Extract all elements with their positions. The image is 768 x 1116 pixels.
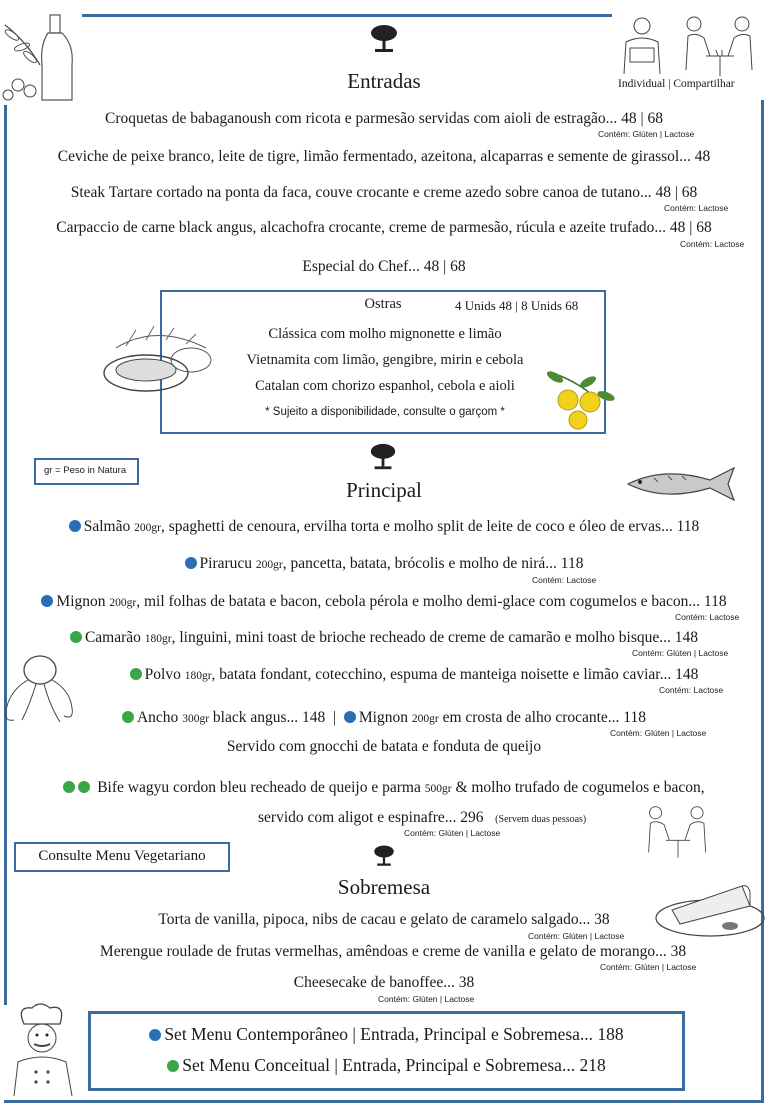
weight-legend-text: gr = Peso in Natura — [44, 465, 127, 476]
sobremesa-item-2: Merengue roulade de frutas vermelhas, amêndoas e creme de vanilla e gelato de morango... 38 — [99, 943, 687, 960]
lemons-illustration — [540, 362, 620, 434]
sobremesa-item-2-allergens: Contém: Glúten | Lactose — [600, 962, 697, 972]
dish-description: servido com aligot e espinafre... 296 — [258, 809, 484, 826]
set-menu-box — [88, 1011, 685, 1091]
principal-item-3-allergens: Contém: Lactose — [675, 612, 740, 622]
dish-weight: 200gr — [411, 713, 439, 725]
size-label: Individual | Compartilhar — [618, 78, 735, 90]
dish-weight: 200gr — [134, 522, 161, 534]
dish-name: Bife wagyu cordon bleu recheado de queijo e parma — [97, 779, 421, 796]
dish-weight: 180gr — [184, 670, 212, 682]
dish-name: Pirarucu — [199, 555, 253, 572]
principal-item-4 — [0, 629, 768, 647]
oyster-illustration — [96, 318, 218, 398]
dish-description: , pancetta, batata, brócolis e molho de nirá... 118 — [282, 555, 584, 572]
dish-name: Ancho — [136, 709, 179, 726]
entrada-item-2: Ceviche de peixe branco, leite de tigre, limão fermentado, azeitona, alcaparras e semente de girassol... 48 — [57, 148, 711, 165]
principal-item-2 — [0, 555, 768, 573]
entrada-item-4-allergens: Contém: Lactose — [680, 239, 745, 249]
dish-description: , mil folhas de batata e bacon, cebola pérola e molho demi-glace com cogumelos e bacon... 118 — [136, 593, 727, 610]
pie-slice-illustration — [652, 880, 766, 938]
set-menu-item-2 — [88, 1055, 685, 1076]
principal-item-5-allergens: Contém: Lactose — [659, 685, 724, 695]
sobremesa-item-3: Cheesecake de banoffee... 38 — [293, 974, 475, 991]
chef-illustration — [6, 1000, 80, 1098]
entrada-item-5: Especial do Chef... 48 | 68 — [302, 258, 466, 275]
frame-top-line — [82, 14, 612, 17]
sobremesa-item-1-allergens: Contém: Glúten | Lactose — [528, 931, 625, 941]
dish-description: , spaghetti de cenoura, ervilha torta e molho split de leite de coco e óleo de ervas... 118 — [160, 518, 700, 535]
diners-illustration — [640, 800, 716, 860]
principal-combo — [60, 709, 708, 727]
tree-logo-icon — [368, 22, 400, 56]
principal-item-4-allergens: Contém: Glúten | Lactose — [632, 648, 729, 658]
entrada-item-1: Croquetas de babaganoush com ricota e parmesão servidas com aioli de estragão... 48 | 68 — [105, 110, 663, 127]
tree-logo-icon — [372, 843, 396, 869]
green-dot-icon — [130, 668, 142, 680]
set-menu-text: Set Menu Contemporâneo | Entrada, Principal e Sobremesa... 188 — [164, 1024, 624, 1044]
green-dot-icon — [78, 781, 90, 793]
entrada-item-3: Steak Tartare cortado na ponta da faca, couve crocante e creme azedo sobre canoa de tutano... 48 | 68 — [70, 184, 698, 201]
dish-description: , batata fondant, cotecchino, espuma de manteiga noisette e limão caviar... 148 — [211, 666, 699, 683]
blue-dot-icon — [69, 520, 81, 532]
entrada-item-1-allergens: Contém: Glúten | Lactose — [598, 129, 695, 139]
dish-name: Mignon — [56, 593, 106, 610]
wagyu-line-1 — [0, 779, 768, 797]
set-menu-item-1 — [88, 1024, 685, 1045]
blue-dot-icon — [344, 711, 356, 723]
principal-combo-side: Servido com gnocchi de batata e fonduta de queijo — [226, 738, 542, 755]
diners-illustration — [676, 10, 764, 78]
sobremesa-item-1: Torta de vanilla, pipoca, nibs de cacau e gelato de caramelo salgado... 38 — [158, 911, 610, 928]
dish-name: Polvo — [144, 666, 181, 683]
dish-weight: 200gr — [255, 559, 283, 571]
dish-weight: 500gr — [424, 783, 452, 795]
wagyu-allergens: Contém: Glúten | Lactose — [404, 828, 501, 838]
set-menu-text: Set Menu Conceitual | Entrada, Principal e Sobremesa... 218 — [182, 1055, 606, 1075]
entrada-item-4: Carpaccio de carne black angus, alcachofra crocante, creme de parmesão, rúcula e azeite trufado... 48 | 68 — [56, 219, 712, 236]
ostras-item-3: Catalan com chorizo espanhol, cebola e aioli — [255, 378, 515, 394]
ostras-note: * Sujeito a disponibilidade, consulte o garçom * — [265, 406, 505, 418]
principal-item-5 — [60, 666, 768, 684]
entradas-title: Entradas — [347, 69, 421, 93]
blue-dot-icon — [149, 1029, 161, 1041]
green-dot-icon — [70, 631, 82, 643]
green-dot-icon — [167, 1060, 179, 1072]
entrada-item-3-allergens: Contém: Lactose — [664, 203, 729, 213]
wagyu-line-2 — [258, 809, 638, 827]
green-dot-icon — [63, 781, 75, 793]
dish-name: Camarão — [84, 629, 141, 646]
waiter-illustration — [612, 14, 672, 76]
green-dot-icon — [122, 711, 134, 723]
dish-weight: 200gr — [109, 597, 137, 609]
serves-note: (Servem duas pessoas) — [495, 814, 587, 825]
tree-logo-icon — [368, 441, 398, 473]
blue-dot-icon — [41, 595, 53, 607]
sobremesa-title: Sobremesa — [337, 875, 431, 899]
ostras-item-1: Clássica com molho mignonette e limão — [268, 326, 502, 342]
principal-item-2-allergens: Contém: Lactose — [532, 575, 597, 585]
dish-description: black angus... 148 — [209, 709, 326, 726]
dish-weight: 300gr — [182, 713, 210, 725]
ostras-item-2: Vietnamita com limão, gengibre, mirin e cebola — [246, 352, 524, 368]
sobremesa-item-3-allergens: Contém: Glúten | Lactose — [378, 994, 475, 1004]
dish-description: , linguini, mini toast de brioche recheado de creme de camarão e molho bisque... 148 — [171, 629, 699, 646]
blue-dot-icon — [185, 557, 197, 569]
dish-name: Mignon — [358, 709, 408, 726]
frame-bottom-line — [4, 1100, 764, 1103]
dish-weight: 180gr — [144, 633, 172, 645]
principal-item-1 — [0, 518, 768, 536]
dish-description: em crosta de alho crocante... 118 — [438, 709, 646, 726]
combo-separator: | — [333, 709, 337, 726]
ostras-title: Ostras — [364, 296, 402, 312]
principal-item-3 — [0, 593, 768, 611]
dish-name: Salmão — [83, 518, 131, 535]
vegetarian-label[interactable]: Consulte Menu Vegetariano — [38, 848, 206, 864]
ostras-price: 4 Unids 48 | 8 Unids 68 — [455, 298, 579, 313]
dish-description: & molho trufado de cogumelos e bacon, — [451, 779, 705, 796]
principal-combo-allergens: Contém: Glúten | Lactose — [610, 728, 707, 738]
principal-title: Principal — [346, 478, 422, 502]
